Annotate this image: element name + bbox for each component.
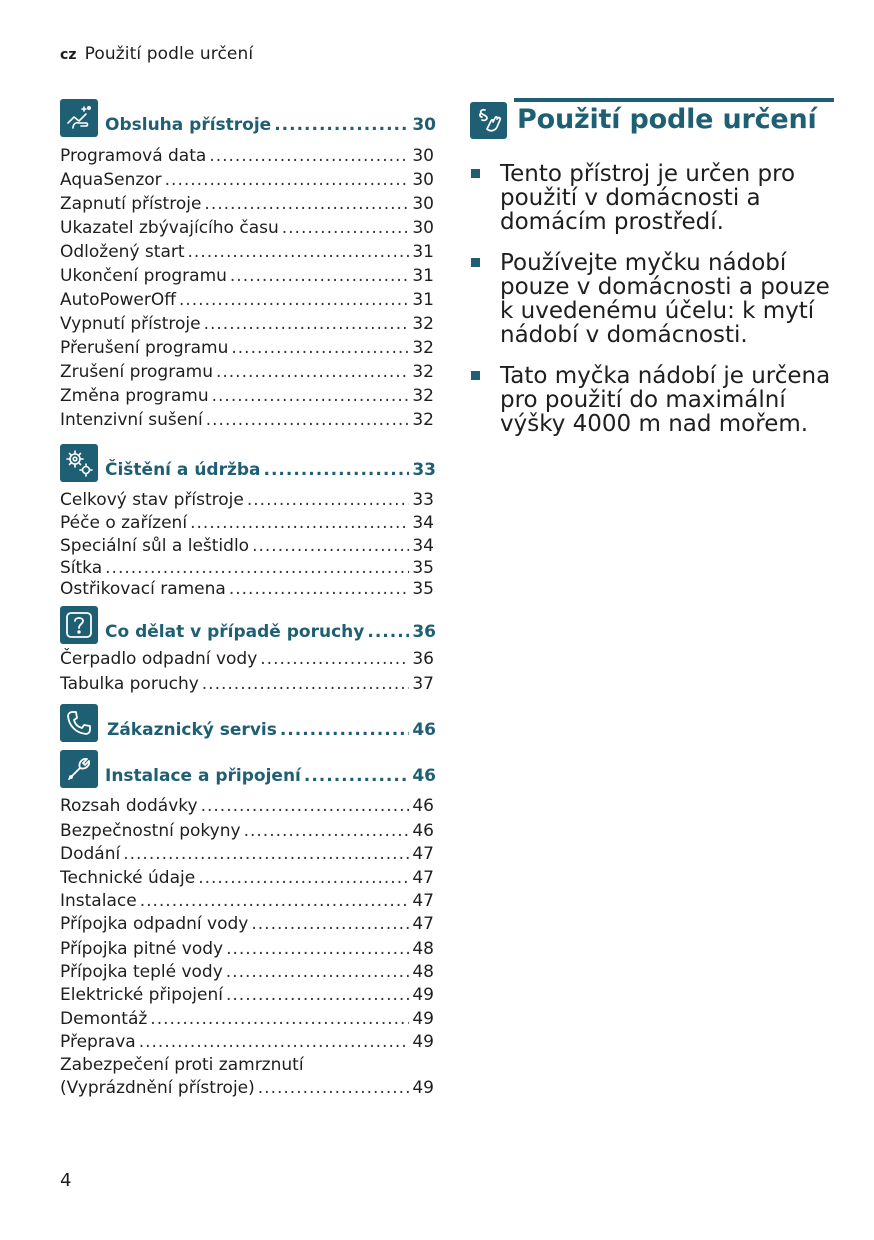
toc-entry[interactable] (60, 337, 434, 359)
entry-label: Péče o zařízení (60, 513, 188, 533)
entry-label: (Vyprázdnění přístroje) (60, 1078, 255, 1098)
hand-controls-icon (60, 99, 98, 137)
section-title: Co dělat v případě poruchy (105, 622, 365, 642)
bullet-text: Používejte myčku nádobí pouze v domácnosti a pouze k uvedenému účelu: k mytí nádobí v domácnosti. (500, 250, 830, 348)
toc-entry[interactable] (60, 289, 434, 311)
entry-page: 46 (412, 796, 434, 816)
entry-label: Demontáž (60, 1009, 148, 1029)
toc-entry[interactable] (60, 578, 434, 600)
header-title: Použití podle určení (84, 44, 254, 64)
entry-page: 31 (412, 266, 434, 286)
entry-page: 34 (412, 513, 434, 533)
section-page: 33 (412, 460, 436, 480)
wrench-icon (60, 750, 98, 788)
entry-page: 49 (412, 1032, 434, 1052)
article-title: Použití podle určení (517, 104, 817, 135)
question-icon (60, 606, 98, 644)
section-title: Instalace a připojení (105, 766, 301, 786)
entry-label: Vypnutí přístroje (60, 314, 201, 334)
list-item (470, 364, 834, 436)
entry-label: Přeprava (60, 1032, 136, 1052)
entry-label: Zrušení programu (60, 362, 213, 382)
toc-entry[interactable] (60, 938, 434, 960)
title-rule (514, 98, 834, 102)
toc-entry[interactable] (60, 984, 434, 1006)
toc-entry[interactable] (60, 193, 434, 215)
entry-page: 46 (412, 821, 434, 841)
entry-page: 32 (412, 338, 434, 358)
entry-label: Přípojka pitné vody (60, 939, 224, 959)
toc-entry[interactable] (60, 961, 434, 983)
entry-page: 47 (412, 891, 434, 911)
page-number: 4 (60, 1170, 72, 1191)
toc-entry[interactable] (60, 535, 434, 557)
section-page: 30 (412, 115, 436, 135)
entry-label: Ukazatel zbývajícího času (60, 218, 279, 238)
toc-entry[interactable] (60, 795, 434, 817)
toc-entry[interactable] (60, 409, 434, 431)
entry-page: 31 (412, 242, 434, 262)
entry-page: 47 (412, 868, 434, 888)
toc-entry[interactable] (60, 145, 434, 167)
entry-label: Tabulka poruchy (60, 674, 199, 694)
section-title: Čištění a údržba (105, 460, 261, 480)
entry-label: AutoPowerOff (60, 290, 176, 310)
entry-label: Programová data (60, 146, 207, 166)
toc-section-installation[interactable] (60, 750, 436, 788)
bullet-text: Tento přístroj je určen pro použití v domácnosti a domácím prostředí. (500, 161, 796, 235)
section-page: 46 (412, 720, 436, 740)
toc-section-customer-service[interactable] (60, 704, 436, 742)
entry-label: Zapnutí přístroje (60, 194, 202, 214)
toc-entry[interactable] (60, 512, 434, 534)
entry-label: Speciální sůl a leštidlo (60, 536, 250, 556)
entry-page: 49 (412, 985, 434, 1005)
entry-label: Bezpečnostní pokyny (60, 821, 241, 841)
toc-section-operation[interactable] (60, 99, 436, 137)
entry-label: Odložený start (60, 242, 185, 262)
toc-entry[interactable] (60, 1077, 434, 1099)
entry-label: Přípojka odpadní vody (60, 914, 249, 934)
toc-entry[interactable] (60, 1008, 434, 1030)
entry-label: Instalace (60, 891, 137, 911)
entry-label: Dodání (60, 844, 121, 864)
list-item (470, 251, 834, 347)
toc-entry[interactable] (60, 557, 434, 579)
section-page: 36 (412, 622, 436, 642)
list-item (470, 162, 834, 234)
entry-label: AquaSenzor (60, 170, 162, 190)
entry-label: Přípojka teplé vody (60, 962, 223, 982)
entry-page: 37 (412, 674, 434, 694)
entry-page: 49 (412, 1078, 434, 1098)
entry-page: 47 (412, 844, 434, 864)
entry-page: 48 (412, 962, 434, 982)
entry-page: 35 (412, 558, 434, 578)
entry-label: Změna programu (60, 386, 209, 406)
entry-page: 32 (412, 386, 434, 406)
toc-entry[interactable] (60, 673, 434, 695)
toc-entry[interactable] (60, 489, 434, 511)
toc-entry[interactable] (60, 648, 434, 670)
entry-page: 32 (412, 410, 434, 430)
phone-icon (60, 704, 98, 742)
toc-entry[interactable] (60, 843, 434, 865)
entry-page: 48 (412, 939, 434, 959)
toc-entry[interactable] (60, 361, 434, 383)
entry-page: 30 (412, 194, 434, 214)
toc-entry[interactable] (60, 241, 434, 263)
entry-page: 32 (412, 314, 434, 334)
entry-label: Technické údaje (60, 868, 196, 888)
toc-entry[interactable] (60, 169, 434, 191)
entry-page: 30 (412, 218, 434, 238)
entry-page: 35 (412, 579, 434, 599)
page-header (60, 44, 253, 64)
entry-page: 49 (412, 1009, 434, 1029)
entry-page: 34 (412, 536, 434, 556)
toc-section-cleaning[interactable] (60, 444, 436, 482)
bullet-list (470, 162, 834, 453)
toc-entry[interactable] (60, 1031, 434, 1053)
paragraph-hand-icon (470, 102, 507, 139)
entry-page: 31 (412, 290, 434, 310)
entry-label: Elektrické připojení (60, 985, 223, 1005)
toc-entry[interactable] (60, 890, 434, 912)
entry-page: 33 (412, 490, 434, 510)
entry-label: Intenzivní sušení (60, 410, 203, 430)
toc-entry[interactable] (60, 217, 434, 239)
toc-entry[interactable] (60, 913, 434, 935)
toc-entry[interactable] (60, 867, 434, 889)
bullet-square-icon (471, 258, 480, 267)
section-page: 46 (412, 766, 436, 786)
bullet-square-icon (471, 371, 480, 380)
bullet-square-icon (471, 169, 480, 178)
toc-entry[interactable] (60, 265, 434, 287)
language-code: cz (60, 47, 77, 63)
entry-page: 36 (412, 649, 434, 669)
entry-label: Ukončení programu (60, 266, 227, 286)
toc-entry[interactable] (60, 820, 434, 842)
toc-entry-line1[interactable]: Zabezpečení proti zamrznutí (60, 1055, 304, 1075)
bullet-text: Tato myčka nádobí je určena pro použití do maximální výšky 4000 m nad mořem. (500, 363, 831, 437)
entry-page: 47 (412, 914, 434, 934)
toc-entry[interactable] (60, 313, 434, 335)
entry-page: 32 (412, 362, 434, 382)
entry-label: Rozsah dodávky (60, 796, 198, 816)
entry-label: Celkový stav přístroje (60, 490, 244, 510)
entry-label: Přerušení programu (60, 338, 229, 358)
entry-page: 30 (412, 146, 434, 166)
entry-label: Ostřikovací ramena (60, 579, 226, 599)
toc-entry[interactable] (60, 385, 434, 407)
gear-cleaning-icon (60, 444, 98, 482)
section-title: Zákaznický servis (107, 720, 277, 740)
entry-page: 30 (412, 170, 434, 190)
section-title: Obsluha přístroje (105, 115, 272, 135)
entry-label: Sítka (60, 558, 103, 578)
toc-section-troubleshooting[interactable] (60, 606, 436, 644)
entry-label: Čerpadlo odpadní vody (60, 649, 258, 669)
